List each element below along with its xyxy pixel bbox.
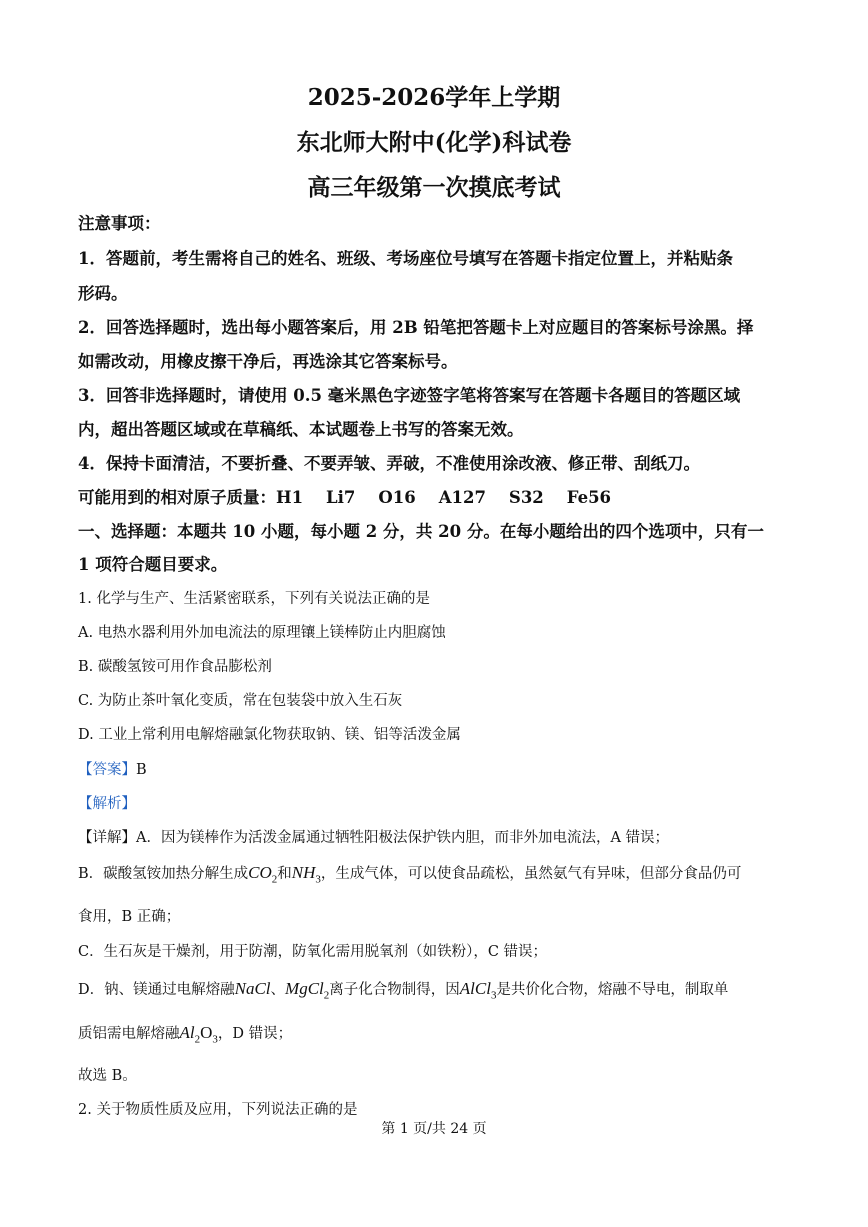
o-subscript: 3 xyxy=(212,1033,218,1046)
detail-d-line2-end: ，D 错误； xyxy=(217,1026,293,1042)
notice-item-4: 4．保持卡面清洁，不要折叠、不要弄皱、弄破，不准使用涂改液、修正带、刮纸刀。 xyxy=(78,454,700,473)
notice-item-2-line-1: 2．回答选择题时，选出每小题答案后，用 2B 铅笔把答题卡上对应题目的答案标号涂黑。择 xyxy=(78,318,754,337)
co2-base: CO xyxy=(248,863,272,882)
co2-formula xyxy=(248,863,278,886)
page-number-footer: 第 1 页/共 24 页 xyxy=(381,1121,487,1137)
q1-detail-d-line-2 xyxy=(78,1022,798,1045)
detail-b-and: 和 xyxy=(277,866,292,882)
notice-heading: 注意事项： xyxy=(78,214,161,233)
detail-b-text-end: ，生成气体，可以使食品疏松，虽然氨气有异味，但部分食品仍可 xyxy=(320,866,742,882)
detail-d-text-end: 是共价化合物，熔融不导电，制取单 xyxy=(496,982,729,998)
detail-a-text: A．因为镁棒作为活泼金属通过牺牲阳极法保护铁内胆，而非外加电流法，A 错误； xyxy=(136,830,670,846)
mgcl2-subscript: 2 xyxy=(323,989,330,1002)
alcl3-formula xyxy=(459,979,497,1002)
notice-item-2-line-2: 如需改动，用橡皮擦干净后，再选涂其它答案标号。 xyxy=(78,352,458,371)
mgcl2-formula xyxy=(285,979,330,1002)
q1-detail-c: C．生石灰是干燥剂，用于防潮，防氧化需用脱氧剂（如铁粉），C 错误； xyxy=(78,944,548,960)
al-subscript: 2 xyxy=(194,1033,201,1046)
exam-term-title: 2025-2026学年上学期 xyxy=(307,84,561,111)
section-1-heading-line-2: 1 项符合题目要求。 xyxy=(78,555,228,574)
answer-value: B xyxy=(136,762,147,778)
notice-item-1-line-2: 形码。 xyxy=(78,284,128,303)
mgcl2-base: MgCl xyxy=(285,979,324,998)
answer-tag: 【答案】 xyxy=(78,762,136,778)
o-base: O xyxy=(200,1023,213,1042)
nh3-subscript: 3 xyxy=(315,873,321,886)
q1-option-d: D. 工业上常利用电解熔融氯化物获取钠、镁、铝等活泼金属 xyxy=(78,727,461,743)
q1-detail-b-line-1 xyxy=(78,862,798,885)
analysis-tag: 【解析】 xyxy=(78,796,136,812)
detail-b-text-start: B．碳酸氢铵加热分解生成 xyxy=(78,866,249,882)
detail-d-line2-start: 质铝需电解熔融 xyxy=(78,1026,180,1042)
exam-school-title: 东北师大附中(化学)科试卷 xyxy=(296,129,572,156)
q1-option-a: A. 电热水器利用外加电流法的原理镶上镁棒防止内胆腐蚀 xyxy=(78,625,446,641)
q1-option-b: B. 碳酸氢铵可用作食品膨松剂 xyxy=(78,659,272,675)
q1-detail-d-line-1 xyxy=(78,978,798,1001)
nh3-base: NH xyxy=(291,863,316,882)
detail-d-text-start: D．钠、镁通过电解熔融 xyxy=(78,982,235,998)
nh3-formula xyxy=(291,863,321,886)
notice-item-3-line-1: 3．回答非选择题时，请使用 0.5 毫米黑色字迹签字笔将答案写在答题卡各题目的答题区域 xyxy=(78,386,741,405)
detail-d-text-mid: 离子化合物制得，因 xyxy=(329,982,460,998)
co2-subscript: 2 xyxy=(271,873,278,886)
section-1-heading-line-1: 一、选择题：本题共 10 小题，每小题 2 分，共 20 分。在每小题给出的四个选项中，只有一 xyxy=(78,522,764,541)
exam-name-title: 高三年级第一次摸底考试 xyxy=(307,174,561,201)
q1-answer xyxy=(78,758,798,779)
q1-stem: 1. 化学与生产、生活紧密联系，下列有关说法正确的是 xyxy=(78,591,430,607)
q2-stem: 2. 关于物质性质及应用，下列说法正确的是 xyxy=(78,1102,358,1118)
nacl-formula: NaCl xyxy=(234,979,271,998)
relative-atomic-masses: 可能用到的相对原子质量：H1 Li7 O16 A127 S32 Fe56 xyxy=(78,488,612,507)
notice-item-3-line-2: 内，超出答题区域或在草稿纸、本试题卷上书写的答案无效。 xyxy=(78,420,524,439)
al2o3-formula xyxy=(179,1023,218,1046)
detail-d-separator: 、 xyxy=(270,982,286,998)
detail-tag: 【详解】 xyxy=(78,830,136,846)
alcl3-subscript: 3 xyxy=(490,989,497,1002)
q1-option-c: C. 为防止茶叶氧化变质，常在包装袋中放入生石灰 xyxy=(78,693,403,709)
notice-item-1-line-1: 1．答题前，考生需将自己的姓名、班级、考场座位号填写在答题卡指定位置上，并粘贴条 xyxy=(78,249,733,268)
q1-detail-b-line-2: 食用，B 正确； xyxy=(78,909,181,925)
q1-detail-a xyxy=(78,826,798,847)
q1-conclusion: 故选 B。 xyxy=(78,1068,137,1084)
alcl3-base: AlCl xyxy=(459,979,491,998)
al-base: Al xyxy=(179,1023,195,1042)
